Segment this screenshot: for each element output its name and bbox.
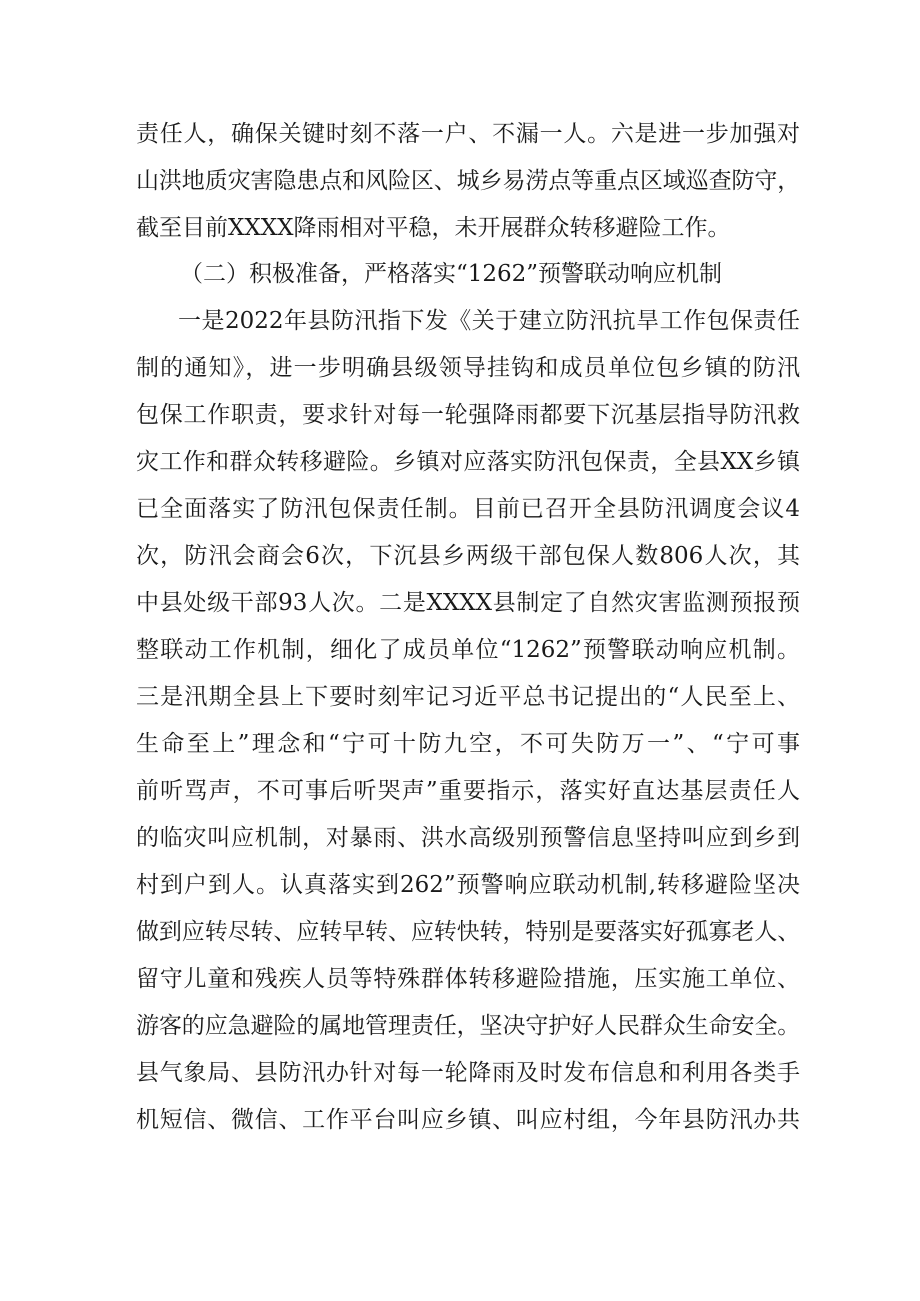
text-line-3: 截至目前XXXX降雨相对平稳，未开展群众转移避险工作。 [136,215,731,241]
text-line-13: 三是汛期全县上下要时刻牢记习近平总书记提出的“人民至上、 [136,684,800,710]
text-line-15: 前听骂声，不可事后听哭声”重要指示，落实好直达基层责任人 [136,778,800,804]
text-line-8: 灾工作和群众转移避险。乡镇对应落实防汛包保责，全县XX乡镇 [136,449,800,475]
text-line-10: 次，防汛会商会6次，下沉县乡两级干部包保人数806人次，其 [136,543,800,569]
text-line-5: 一是2022年县防汛指下发《关于建立防汛抗旱工作包保责任 [178,308,800,334]
text-line-2: 山洪地质灾害隐患点和风险区、城乡易涝点等重点区域巡查防守， [136,168,800,194]
text-line-18: 做到应转尽转、应转早转、应转快转，特别是要落实好孤寡老人、 [136,919,800,945]
text-line-16: 的临灾叫应机制，对暴雨、洪水高级别预警信息坚持叫应到乡到 [136,825,800,851]
text-line-9: 已全面落实了防汛包保责任制。目前已召开全县防汛调度会议4 [136,496,800,522]
text-line-12: 整联动工作机制，细化了成员单位“1262”预警联动响应机制。 [136,637,800,663]
section-heading: （二）积极准备，严格落实“1262”预警联动响应机制 [180,261,723,287]
text-line-1: 责任人，确保关键时刻不落一户、不漏一人。六是进一步加强对 [136,121,800,147]
text-line-6: 制的通知》，进一步明确县级领导挂钩和成员单位包乡镇的防汛 [136,355,800,381]
text-line-20: 游客的应急避险的属地管理责任，坚决守护好人民群众生命安全。 [136,1013,800,1039]
text-line-19: 留守儿童和残疾人员等特殊群体转移避险措施，压实施工单位、 [136,966,800,992]
text-line-22: 机短信、微信、工作平台叫应乡镇、叫应村组，今年县防汛办共 [136,1107,800,1133]
text-line-11: 中县处级干部93人次。二是XXXX县制定了自然灾害监测预报预 [136,590,800,616]
text-line-7: 包保工作职责，要求针对每一轮强降雨都要下沉基层指导防汛救 [136,402,800,428]
text-line-21: 县气象局、县防汛办针对每一轮降雨及时发布信息和利用各类手 [136,1060,800,1086]
text-line-14: 生命至上”理念和“宁可十防九空，不可失防万一”、“宁可事 [136,731,800,757]
text-line-17: 村到户到人。认真落实到262”预警响应联动机制,转移避险坚决 [136,872,800,898]
